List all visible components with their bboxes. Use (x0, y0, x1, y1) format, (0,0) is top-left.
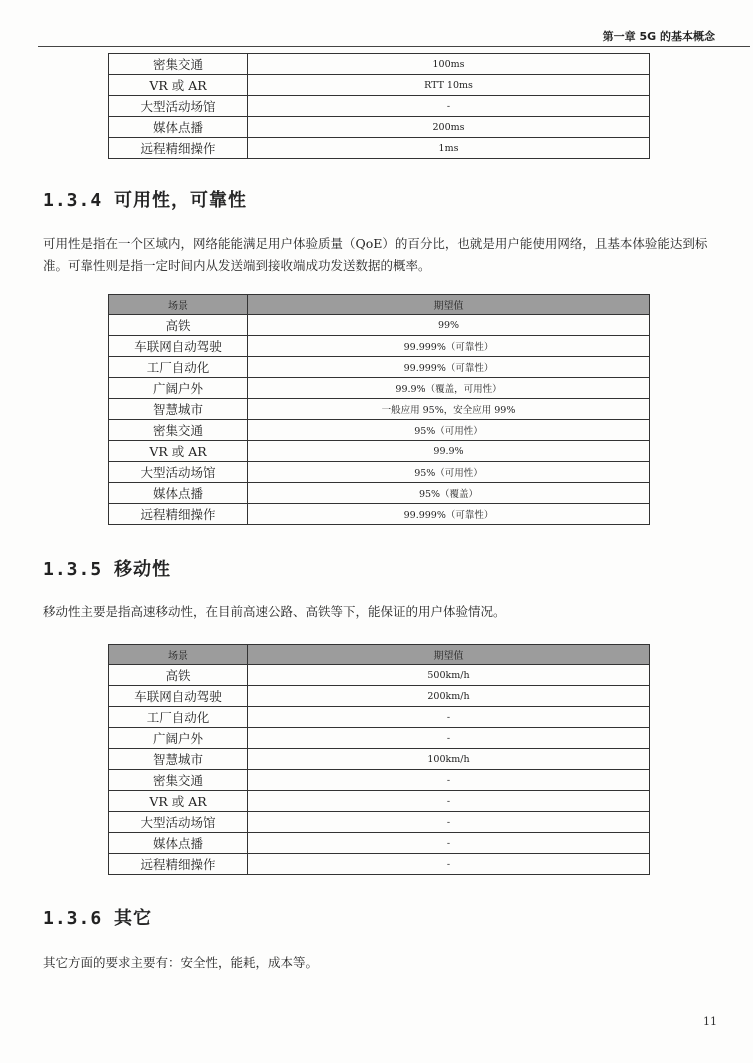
expected-value-cell: 200km/h (248, 686, 650, 707)
table-row (109, 483, 650, 504)
section-number: 1.3.4 (43, 190, 103, 211)
table-row (109, 504, 650, 525)
header-expected-value: 期望值 (248, 645, 650, 665)
header-scene: 场景 (109, 295, 248, 315)
table-row (109, 138, 650, 159)
scene-cell: 高铁 (109, 315, 248, 336)
table-row (109, 770, 650, 791)
table-row (109, 75, 650, 96)
expected-value-cell: 95%（覆盖） (248, 483, 650, 504)
scene-cell: 密集交通 (109, 420, 248, 441)
scene-cell: 媒体点播 (109, 117, 248, 138)
table-row (109, 462, 650, 483)
expected-value-cell: 500km/h (248, 665, 650, 686)
scene-cell: 密集交通 (109, 54, 248, 75)
expected-value-cell: - (248, 96, 650, 117)
table-row (109, 54, 650, 75)
latency-table-continued (108, 53, 650, 159)
scene-cell: 密集交通 (109, 770, 248, 791)
table-row (109, 420, 650, 441)
table-row (109, 791, 650, 812)
expected-value-cell: 95%（可用性） (248, 420, 650, 441)
scene-cell: 远程精细操作 (109, 138, 248, 159)
scene-cell: 智慧城市 (109, 749, 248, 770)
expected-value-cell: 100km/h (248, 749, 650, 770)
scene-cell: 广阔户外 (109, 378, 248, 399)
expected-value-cell: - (248, 833, 650, 854)
table-row (109, 833, 650, 854)
expected-value-cell: 99.999%（可靠性） (248, 357, 650, 378)
table-row (109, 707, 650, 728)
running-header: 第一章 5G 的基本概念 (602, 30, 715, 43)
section-title: 可用性，可靠性 (114, 190, 248, 211)
header-expected-value: 期望值 (248, 295, 650, 315)
table-header-row (109, 295, 650, 315)
expected-value-cell: 100ms (248, 54, 650, 75)
scene-cell: 高铁 (109, 665, 248, 686)
table-row (109, 315, 650, 336)
table-row (109, 665, 650, 686)
scene-cell: 远程精细操作 (109, 854, 248, 875)
scene-cell: VR 或 AR (109, 791, 248, 812)
header-rule (38, 46, 750, 47)
expected-value-cell: 99.999%（可靠性） (248, 336, 650, 357)
section-title: 其它 (114, 908, 153, 929)
expected-value-cell: 99.9%（覆盖，可用性） (248, 378, 650, 399)
table-row (109, 336, 650, 357)
scene-cell: 车联网自动驾驶 (109, 336, 248, 357)
mobility-paragraph: 移动性主要是指高速移动性，在目前高速公路、高铁等下，能保证的用户体验情况。 (43, 604, 506, 619)
scene-cell: VR 或 AR (109, 75, 248, 96)
table-row (109, 399, 650, 420)
scene-cell: 工厂自动化 (109, 357, 248, 378)
page-number: 11 (703, 1015, 717, 1028)
scene-cell: 大型活动场馆 (109, 96, 248, 117)
table-row (109, 749, 650, 770)
table-row (109, 441, 650, 462)
table-row (109, 357, 650, 378)
table-row (109, 117, 650, 138)
expected-value-cell: - (248, 791, 650, 812)
table-row (109, 96, 650, 117)
mobility-table (108, 644, 650, 875)
scene-cell: 远程精细操作 (109, 504, 248, 525)
scene-cell: 智慧城市 (109, 399, 248, 420)
expected-value-cell: 99.9% (248, 441, 650, 462)
header-scene: 场景 (109, 645, 248, 665)
section-heading-1-3-5 (43, 555, 171, 581)
section-heading-1-3-6 (43, 904, 152, 930)
expected-value-cell: - (248, 728, 650, 749)
scene-cell: 广阔户外 (109, 728, 248, 749)
expected-value-cell: 200ms (248, 117, 650, 138)
expected-value-cell: - (248, 812, 650, 833)
scene-cell: 媒体点播 (109, 483, 248, 504)
expected-value-cell: 99% (248, 315, 650, 336)
expected-value-cell: 一般应用 95%，安全应用 99% (248, 399, 650, 420)
section-number: 1.3.5 (43, 559, 103, 580)
expected-value-cell: RTT 10ms (248, 75, 650, 96)
table-header-row (109, 645, 650, 665)
table-row (109, 378, 650, 399)
section-title: 移动性 (114, 559, 172, 580)
table-row (109, 686, 650, 707)
table-row (109, 728, 650, 749)
scene-cell: 媒体点播 (109, 833, 248, 854)
table-row (109, 854, 650, 875)
scene-cell: 工厂自动化 (109, 707, 248, 728)
expected-value-cell: 99.999%（可靠性） (248, 504, 650, 525)
section-heading-1-3-4 (43, 186, 247, 212)
expected-value-cell: 1ms (248, 138, 650, 159)
section-number: 1.3.6 (43, 908, 103, 929)
scene-cell: VR 或 AR (109, 441, 248, 462)
expected-value-cell: - (248, 770, 650, 791)
availability-paragraph: 可用性是指在一个区域内，网络能能满足用户体验质量（QoE）的百分比，也就是用户能使用网络，且基本体验能达到标准。可靠性则是指一定时间内从发送端到接收端成功发送数据的概率。 (43, 236, 708, 273)
expected-value-cell: - (248, 854, 650, 875)
scene-cell: 大型活动场馆 (109, 812, 248, 833)
expected-value-cell: 95%（可用性） (248, 462, 650, 483)
other-paragraph: 其它方面的要求主要有：安全性，能耗，成本等。 (43, 955, 319, 970)
table-row (109, 812, 650, 833)
availability-table (108, 294, 650, 525)
scene-cell: 车联网自动驾驶 (109, 686, 248, 707)
expected-value-cell: - (248, 707, 650, 728)
scene-cell: 大型活动场馆 (109, 462, 248, 483)
